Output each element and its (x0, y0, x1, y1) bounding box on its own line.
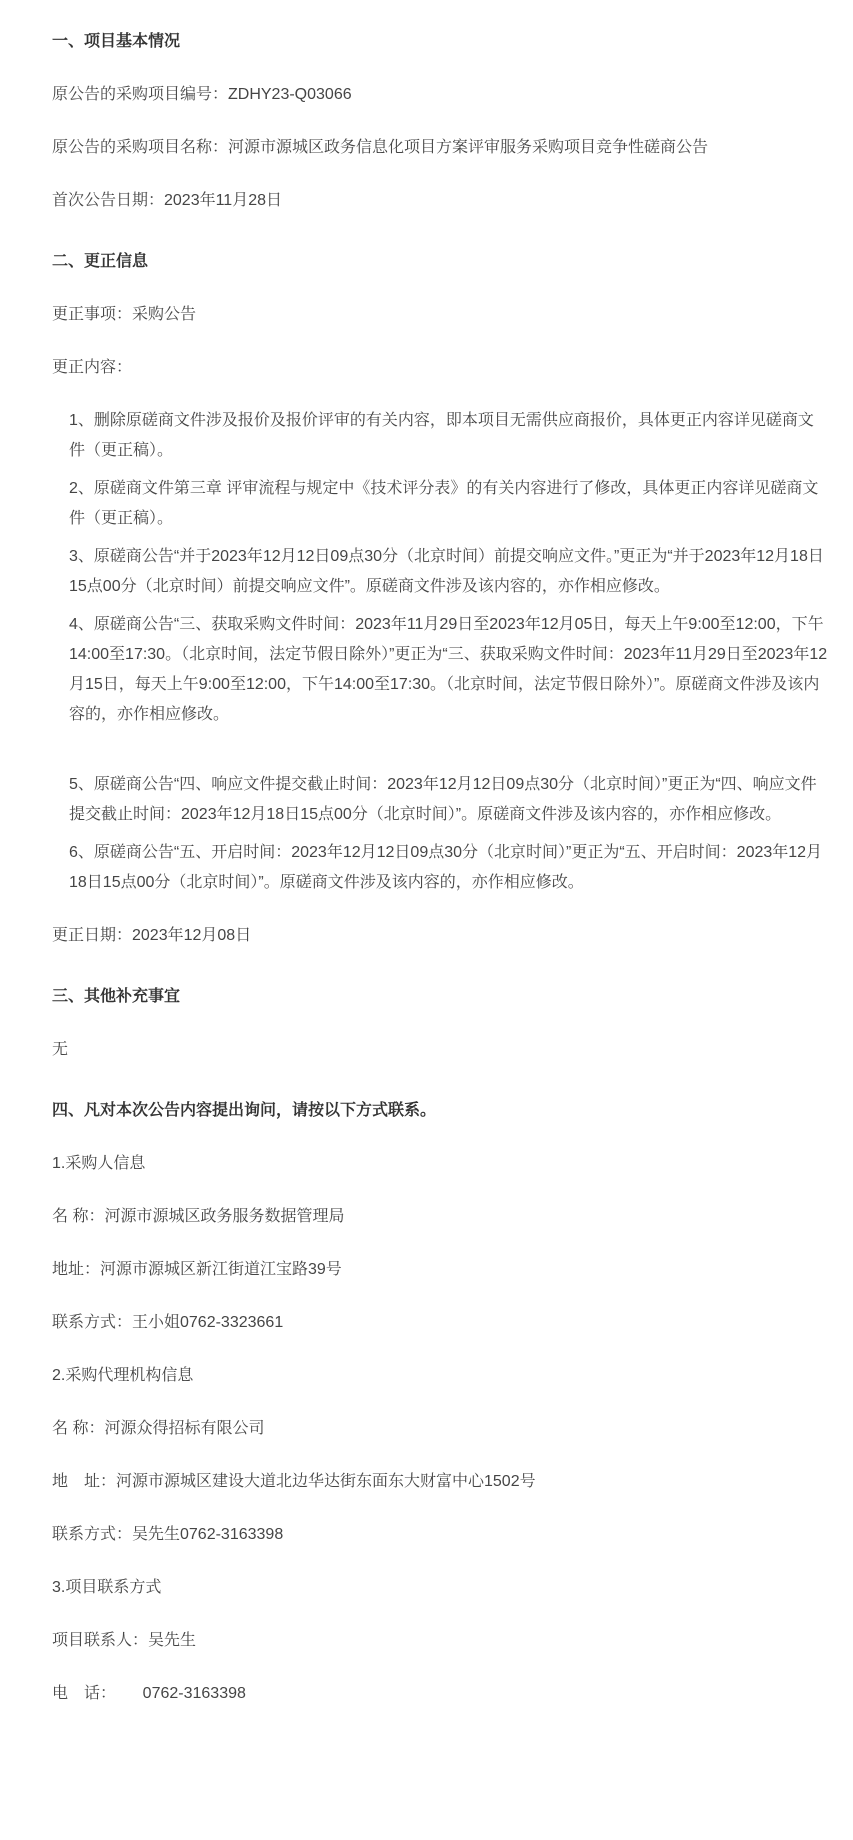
correction-scope: 更正事项：采购公告 (52, 306, 197, 323)
correction-item-4: 4、原磋商公告“三、获取采购文件时间：2023年11月29日至2023年12月05日，每天上午9:00至12:00，下午14:00至17:30。（北京时间，法定节假日除外）”更正为“三、获取采购文件时间：2023年11月29日至2023年12月15日，每天上午9:00至12:00，下午14:00至17:30。（北京时间，法定节假日除外）”。原磋商文件涉及该内容的，亦作相应修改。 (69, 616, 828, 723)
agency-name: 名 称：河源众得招标有限公司 (52, 1420, 265, 1437)
agency-info-title: 2.采购代理机构信息 (52, 1367, 194, 1384)
other-matters-content: 无 (52, 1041, 69, 1058)
correction-item-2: 2、原磋商文件第三章 评审流程与规定中《技术评分表》的有关内容进行了修改，具体更正内容详见磋商文件（更正稿）。 (69, 480, 819, 527)
purchaser-info-title: 1.采购人信息 (52, 1155, 146, 1172)
correction-item-6: 6、原磋商公告“五、开启时间：2023年12月12日09点30分（北京时间）”更正为“五、开启时间：2023年12月18日15点00分（北京时间）”。原磋商文件涉及该内容的，亦作相应修改。 (69, 844, 823, 891)
correction-item-1: 1、删除原磋商文件涉及报价及报价评审的有关内容，即本项目无需供应商报价，具体更正内容详见磋商文件（更正稿）。 (69, 412, 814, 459)
correction-date: 更正日期：2023年12月08日 (52, 927, 252, 944)
section-heading-basic-info: 一、项目基本情况 (52, 33, 181, 50)
correction-item-3: 3、原磋商公告“并于2023年12月12日09点30分（北京时间）前提交响应文件。”更正为“并于2023年12月18日15点00分（北京时间）前提交响应文件”。原磋商文件涉及该内容的，亦作相应修改。 (69, 548, 824, 595)
original-project-name: 原公告的采购项目名称：河源市源城区政务信息化项目方案评审服务采购项目竞争性磋商公告 (52, 139, 709, 156)
project-contact-phone: 电 话： 0762-3163398 (52, 1685, 246, 1702)
correction-item-5: 5、原磋商公告“四、响应文件提交截止时间：2023年12月12日09点30分（北京时间）”更正为“四、响应文件提交截止时间：2023年12月18日15点00分（北京时间）”。原磋商文件涉及该内容的，亦作相应修改。 (69, 776, 817, 823)
correction-items-list (52, 406, 829, 898)
section-heading-correction-info: 二、更正信息 (52, 253, 149, 270)
purchaser-address: 地址：河源市源城区新江街道江宝路39号 (52, 1261, 342, 1278)
agency-contact: 联系方式：吴先生0762-3163398 (52, 1526, 284, 1543)
agency-address: 地 址：河源市源城区建设大道北边华达街东面东大财富中心1502号 (52, 1473, 536, 1490)
project-contact-person: 项目联系人：吴先生 (52, 1632, 197, 1649)
section-heading-contact-methods: 四、凡对本次公告内容提出询问，请按以下方式联系。 (52, 1102, 437, 1119)
correction-content-label: 更正内容： (52, 359, 133, 376)
section-heading-other-matters: 三、其他补充事宜 (52, 988, 181, 1005)
first-announcement-date: 首次公告日期：2023年11月28日 (52, 192, 283, 209)
purchaser-contact: 联系方式：王小姐0762-3323661 (52, 1314, 284, 1331)
original-project-number: 原公告的采购项目编号：ZDHY23-Q03066 (52, 86, 352, 103)
purchaser-name: 名 称：河源市源城区政务服务数据管理局 (52, 1208, 345, 1225)
project-contact-title: 3.项目联系方式 (52, 1579, 162, 1596)
